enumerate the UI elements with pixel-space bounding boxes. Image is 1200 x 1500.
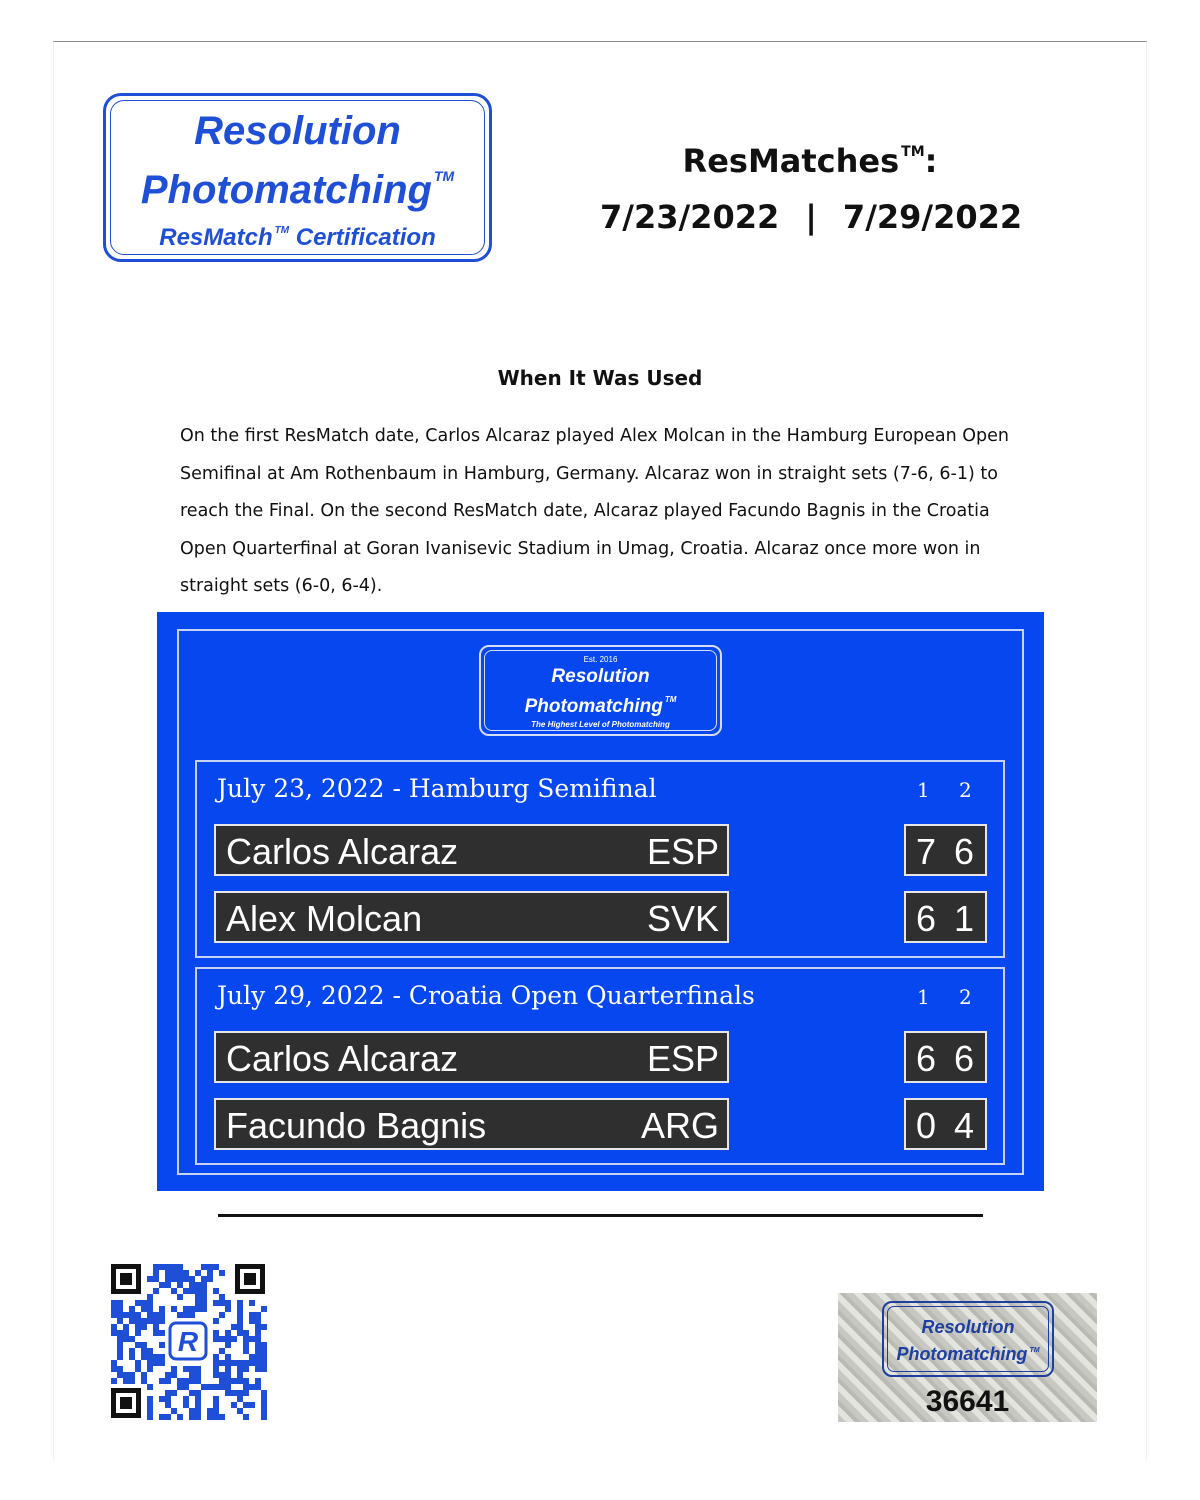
set-score: 1: [954, 898, 975, 939]
certification-logo: [103, 93, 492, 262]
player-row: [214, 1031, 729, 1083]
player-name: Alex Molcan: [226, 898, 423, 939]
player-country: ESP: [646, 1038, 719, 1079]
section-heading: When It Was Used: [497, 366, 703, 390]
section-body: On the first ResMatch date, Carlos Alcaraz played Alex Molcan in the Hamburg European Open Semifinal at Am Rothenbaum in Hamburg, Germany. Alcaraz won in straight sets (7-6, 6-1) to reach the Final. On the second ResMatch date, Alcaraz played Facundo Bagnis in the Croatia Open Quarterfinal at Goran Ivanisevic Stadium in Umag, Croatia. Alcaraz once more won in straight sets (6-0, 6-4).: [180, 426, 1010, 596]
match-title: July 29, 2022 - Croatia Open Quarterfinals: [217, 981, 755, 1010]
player-country: ARG: [640, 1105, 719, 1146]
set-score: 6: [954, 831, 975, 872]
logo-line-1: Resolution: [194, 109, 401, 153]
set-score: 6: [916, 898, 937, 939]
player-scores: [904, 1031, 987, 1083]
set-score: 6: [916, 1038, 937, 1079]
logo-line-3: ResMatch ™ Certification: [159, 224, 436, 251]
match-title: July 23, 2022 - Hamburg Semifinal: [217, 774, 657, 803]
resmatch-date-2: 7/29/2022: [842, 198, 1023, 236]
set-header-2: 2: [959, 778, 972, 802]
resmatch-dates-header: [600, 128, 1023, 247]
scoreboard-logo-tagline: The Highest Level of Photomatching: [531, 720, 670, 729]
scoreboard: [157, 612, 1044, 1191]
resmatch-dates: [600, 187, 1023, 247]
resmatch-date-1: 7/23/2022: [600, 198, 780, 236]
set-score: 6: [954, 1038, 975, 1079]
player-scores: [904, 891, 987, 943]
set-score: 7: [916, 831, 937, 872]
player-name: Carlos Alcaraz: [226, 831, 459, 872]
r-logo-icon: [170, 1323, 206, 1359]
date-separator: |: [805, 198, 817, 236]
hologram-line-1: Resolution: [921, 1317, 1015, 1337]
resmatches-title: ResMatches ™:: [682, 142, 938, 180]
divider-line: [218, 1214, 983, 1217]
hologram-sticker: [838, 1293, 1097, 1422]
player-scores: [904, 824, 987, 876]
player-country: ESP: [646, 831, 719, 872]
set-header-1: 1: [917, 985, 930, 1009]
player-row: [214, 1098, 729, 1150]
qr-code-icon[interactable]: [109, 1262, 267, 1420]
hologram-serial-number: 36641: [925, 1385, 1010, 1418]
set-header-2: 2: [959, 985, 972, 1009]
match-panel-2: [195, 967, 1005, 1165]
set-score: 0: [916, 1105, 937, 1146]
set-header-1: 1: [917, 778, 930, 802]
hologram-line-2: Photomatching ™: [896, 1344, 1040, 1364]
scoreboard-logo-est: Est. 2016: [583, 655, 618, 664]
player-row: [214, 891, 729, 943]
player-name: Facundo Bagnis: [226, 1105, 487, 1146]
match-panel-1: [195, 760, 1005, 958]
logo-line-2: Photomatching ™: [140, 168, 455, 212]
hologram-logo: [882, 1301, 1054, 1377]
svg-text:R: R: [177, 1326, 199, 1357]
player-country: SVK: [646, 898, 719, 939]
player-row: [214, 824, 729, 876]
player-scores: [904, 1098, 987, 1150]
set-score: 4: [954, 1105, 975, 1146]
player-name: Carlos Alcaraz: [226, 1038, 459, 1079]
scoreboard-logo: [479, 645, 722, 736]
scoreboard-logo-line-1: Resolution: [551, 666, 650, 687]
scoreboard-logo-line-2: Photomatching ™: [524, 695, 677, 717]
